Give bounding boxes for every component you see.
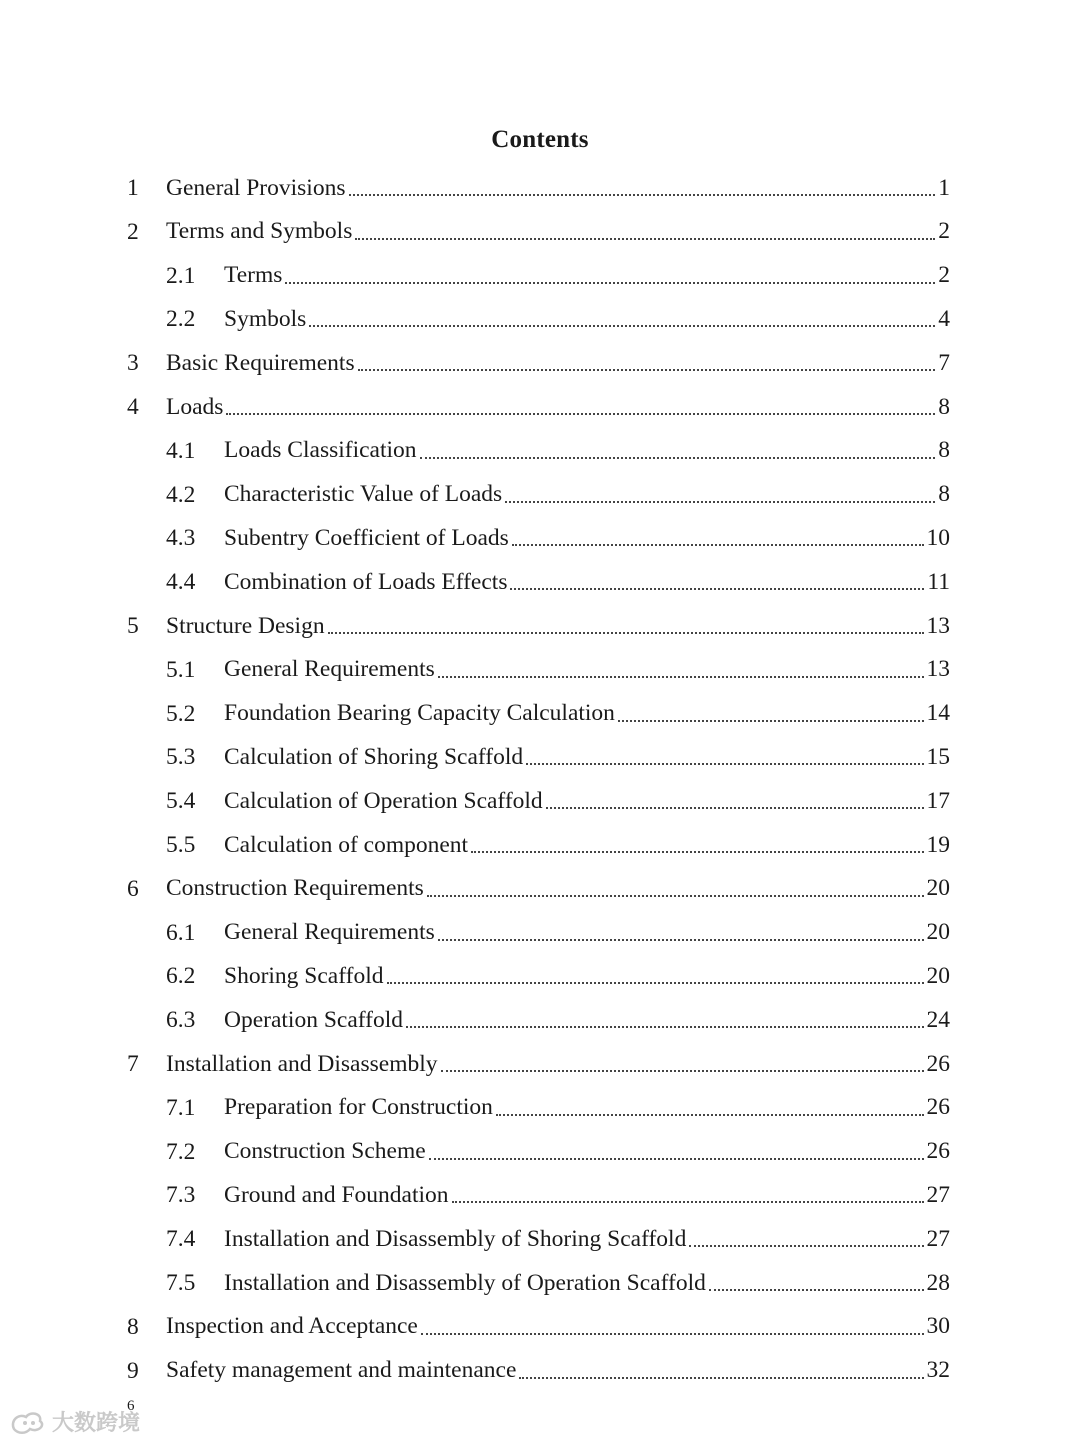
toc-entry-number: 2.2 — [166, 306, 196, 333]
toc-entry-page: 27 — [926, 1225, 950, 1252]
toc-entry[interactable] — [0, 604, 1080, 648]
toc-entry-number: 4.3 — [166, 525, 196, 552]
toc-entry-number: 4.1 — [166, 437, 196, 464]
toc-entry-page: 4 — [938, 305, 950, 332]
toc-entry-title: Symbols — [224, 305, 307, 332]
page-title: Contents — [491, 126, 589, 153]
toc-entry-line — [224, 648, 950, 692]
toc-entry-title: Basic Requirements — [166, 349, 355, 376]
toc-entry-line — [224, 911, 950, 955]
toc-dot-leader — [387, 981, 924, 984]
toc-dot-leader — [471, 850, 923, 853]
toc-dot-leader — [438, 938, 924, 941]
toc-entry-page: 8 — [938, 481, 950, 508]
toc-entry-title: Terms — [224, 262, 283, 289]
toc-dot-leader — [512, 543, 924, 546]
toc-entry[interactable] — [0, 516, 1080, 560]
toc-entry[interactable] — [0, 998, 1080, 1042]
toc-entry-title: Calculation of component — [224, 831, 469, 858]
toc-entry[interactable] — [0, 385, 1080, 429]
toc-entry-line — [224, 692, 950, 736]
toc-entry-title: Calculation of Operation Scaffold — [224, 787, 543, 814]
toc-entry-title: Construction Scheme — [224, 1138, 426, 1165]
toc-entry-number: 1 — [127, 175, 139, 201]
toc-dot-leader — [226, 412, 935, 415]
toc-entry-number: 5 — [127, 613, 139, 639]
toc-entry[interactable] — [0, 823, 1080, 867]
toc-entry-page: 24 — [926, 1006, 950, 1033]
toc-entry-number: 5.5 — [166, 832, 196, 858]
toc-entry-line — [224, 254, 950, 298]
toc-entry[interactable] — [0, 473, 1080, 517]
toc-dot-leader — [429, 1157, 924, 1160]
toc-dot-leader — [328, 631, 924, 634]
toc-entry-line — [166, 1305, 950, 1349]
toc-entry-line — [224, 1130, 950, 1174]
toc-dot-leader — [452, 1200, 924, 1203]
toc-entry[interactable] — [0, 1305, 1080, 1349]
toc-entry-page: 2 — [938, 262, 950, 289]
toc-entry-line — [224, 297, 950, 341]
toc-entry-page: 11 — [927, 568, 950, 595]
toc-entry-line — [224, 1173, 950, 1217]
toc-entry-title: Construction Requirements — [166, 875, 424, 902]
toc-entry[interactable] — [0, 210, 1080, 254]
toc-entry-title: General Provisions — [166, 174, 346, 201]
toc-entry[interactable] — [0, 1130, 1080, 1174]
toc-entry-line — [166, 341, 950, 385]
toc-entry[interactable] — [0, 341, 1080, 385]
toc-dot-leader — [519, 1376, 923, 1379]
toc-entry-line — [166, 604, 950, 648]
toc-entry-number: 2.1 — [166, 262, 196, 289]
toc-entry-number: 6.3 — [166, 1007, 196, 1034]
toc-entry-title: Terms and Symbols — [166, 218, 353, 245]
toc-entry-title: Calculation of Shoring Scaffold — [224, 743, 524, 770]
toc-entry-number: 4 — [127, 394, 139, 420]
toc-entry-page: 15 — [926, 743, 950, 770]
toc-entry-title: Shoring Scaffold — [224, 962, 384, 989]
toc-entry[interactable] — [0, 1217, 1080, 1261]
toc-dot-leader — [526, 762, 923, 765]
toc-entry-page: 10 — [926, 524, 950, 551]
toc-entry-line — [224, 429, 950, 473]
toc-entry-page: 30 — [926, 1313, 950, 1340]
toc-entry-line — [166, 1042, 950, 1086]
toc-entry-page: 2 — [938, 218, 950, 245]
toc-entry[interactable] — [0, 1173, 1080, 1217]
toc-entry[interactable] — [0, 954, 1080, 998]
toc-entry-number: 5.4 — [166, 788, 196, 815]
toc-entry-line — [224, 998, 950, 1042]
toc-entry[interactable] — [0, 1349, 1080, 1393]
toc-entry-page: 27 — [926, 1181, 950, 1208]
toc-entry-page: 1 — [938, 174, 950, 201]
toc-entry-line — [166, 166, 950, 210]
toc-dot-leader — [420, 456, 936, 459]
toc-entry-line — [166, 210, 950, 254]
toc-dot-leader — [349, 193, 936, 196]
toc-dot-leader — [358, 368, 936, 371]
toc-entry-number: 4.4 — [166, 569, 196, 596]
toc-entry-page: 13 — [926, 656, 950, 683]
toc-dot-leader — [618, 719, 924, 722]
toc-entry-number: 7.5 — [166, 1270, 196, 1296]
toc-dot-leader — [355, 237, 935, 240]
toc-entry-line — [224, 823, 950, 867]
toc-entry-line — [166, 1349, 950, 1393]
toc-entry-line — [224, 735, 950, 779]
toc-entry-line — [224, 1086, 950, 1130]
toc-entry-line — [224, 560, 950, 604]
toc-entry[interactable] — [0, 560, 1080, 604]
toc-entry-number: 7.1 — [166, 1094, 196, 1121]
toc-entry-page: 20 — [926, 962, 950, 989]
watermark-logo-icon — [8, 1407, 48, 1437]
toc-dot-leader — [510, 587, 924, 590]
toc-entry-title: Structure Design — [166, 612, 325, 639]
toc-entry-page: 26 — [926, 1094, 950, 1121]
toc-entry[interactable] — [0, 735, 1080, 779]
toc-entry[interactable] — [0, 1042, 1080, 1086]
toc-entry-title: General Requirements — [224, 656, 435, 683]
toc-entry[interactable] — [0, 911, 1080, 955]
toc-entry-page: 13 — [926, 612, 950, 639]
toc-entry-number: 5.1 — [166, 656, 196, 683]
toc-entry-number: 3 — [127, 350, 139, 377]
toc-entry-page: 8 — [938, 393, 950, 420]
toc-dot-leader — [496, 1113, 924, 1116]
toc-entry[interactable] — [0, 692, 1080, 736]
toc-entry-title: Installation and Disassembly of Shoring Scaffold — [224, 1225, 687, 1252]
toc-entry-page: 17 — [926, 787, 950, 814]
toc-entry-number: 9 — [127, 1357, 139, 1384]
toc-entry-page: 20 — [926, 875, 950, 902]
toc-entry-number: 7 — [127, 1051, 139, 1077]
toc-entry-number: 8 — [127, 1313, 139, 1340]
toc-entry-number: 6.2 — [166, 963, 196, 990]
toc-entry-page: 32 — [926, 1357, 950, 1384]
toc-entry-page: 19 — [926, 831, 950, 858]
toc-entry-title: Loads — [166, 393, 224, 420]
toc-entry-number: 7.4 — [166, 1226, 196, 1253]
toc-entry-title: Characteristic Value of Loads — [224, 481, 503, 508]
toc-entry-number: 6.1 — [166, 919, 196, 946]
toc-entry-page: 14 — [926, 700, 950, 727]
toc-entry-number: 6 — [127, 875, 139, 902]
toc-entry-page: 8 — [938, 437, 950, 464]
toc-dot-leader — [427, 894, 924, 897]
toc-entry[interactable] — [0, 779, 1080, 823]
toc-entry[interactable] — [0, 867, 1080, 911]
toc-dot-leader — [709, 1288, 924, 1291]
toc-entry-number: 5.2 — [166, 700, 196, 727]
toc-entry-title: Operation Scaffold — [224, 1006, 404, 1033]
toc-entry-number: 2 — [127, 218, 139, 245]
toc-entry-title: Ground and Foundation — [224, 1181, 449, 1208]
toc-entry[interactable] — [0, 166, 1080, 210]
toc-entry[interactable] — [0, 297, 1080, 341]
toc-entry-number: 5.3 — [166, 744, 196, 771]
toc-dot-leader — [285, 281, 935, 284]
toc-entry-title: General Requirements — [224, 919, 435, 946]
toc-dot-leader — [421, 1332, 924, 1335]
toc-entry-title: Safety management and maintenance — [166, 1357, 517, 1384]
toc-dot-leader — [441, 1069, 924, 1072]
toc-entry-title: Subentry Coefficient of Loads — [224, 524, 509, 551]
toc-dot-leader — [689, 1244, 923, 1247]
toc-entry-line — [224, 473, 950, 517]
toc-entry-line — [166, 867, 950, 911]
toc-dot-leader — [505, 500, 935, 503]
toc-entry-line — [224, 1217, 950, 1261]
toc-entry-title: Installation and Disassembly of Operation Scaffold — [224, 1269, 706, 1296]
toc-entry-line — [224, 779, 950, 823]
toc-entry-page: 28 — [926, 1269, 950, 1296]
watermark — [8, 1406, 140, 1437]
toc-entry-title: Foundation Bearing Capacity Calculation — [224, 700, 615, 727]
toc-dot-leader — [406, 1025, 923, 1028]
toc-entry-title: Installation and Disassembly — [166, 1050, 438, 1077]
toc-entry[interactable] — [0, 254, 1080, 298]
toc-entry-line — [224, 516, 950, 560]
toc-entry-line — [166, 385, 950, 429]
toc-entry-number: 7.3 — [166, 1182, 196, 1209]
toc-entry-page: 26 — [926, 1138, 950, 1165]
toc-entry-page: 20 — [926, 919, 950, 946]
watermark-text: 大数跨境 — [52, 1411, 141, 1436]
toc-entry-title: Loads Classification — [224, 437, 417, 464]
toc-entry-number: 7.2 — [166, 1138, 196, 1165]
toc-entry-page: 26 — [926, 1050, 950, 1077]
page-number: 6 — [127, 1398, 135, 1414]
toc-entry[interactable] — [0, 1086, 1080, 1130]
toc-entry-number: 4.2 — [166, 481, 196, 508]
toc-dot-leader — [438, 675, 924, 678]
toc-entry-line — [224, 1261, 950, 1305]
toc-dot-leader — [546, 806, 924, 809]
toc-entry[interactable] — [0, 648, 1080, 692]
toc-entry[interactable] — [0, 429, 1080, 473]
toc-entry-title: Inspection and Acceptance — [166, 1313, 418, 1340]
toc-entry[interactable] — [0, 1261, 1080, 1305]
toc-entry-title: Combination of Loads Effects — [224, 568, 508, 595]
toc-entry-page: 7 — [938, 349, 950, 376]
toc-entry-line — [224, 954, 950, 998]
toc-entry-title: Preparation for Construction — [224, 1094, 493, 1121]
toc-dot-leader — [309, 324, 935, 327]
